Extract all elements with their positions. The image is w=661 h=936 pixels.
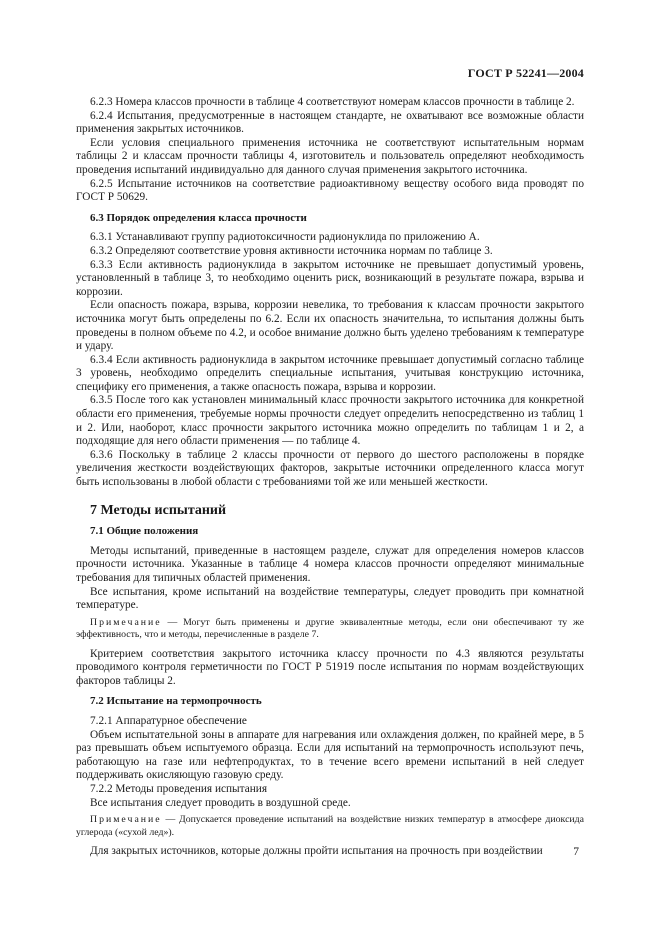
note-2-text: — Допускается проведение испытаний на воздействие низких температур в атмосфере диоксида углерода («сухой лед»). xyxy=(76,814,584,838)
paragraph-7-2-1-cont: Объем испытательной зоны в аппарате для нагревания или охлаждения должен, по крайней мере, в 5 раз превышать объем испытуемого образца. Если для испытаний на термопрочность используют печь, работающую на газе или нефтепродуктах, то в течение всего времени испытаний в ней следует поддерживать окисляющую газовую среду. xyxy=(76,728,584,782)
heading-6-3: 6.3 Порядок определения класса прочности xyxy=(90,211,307,224)
paragraph-6-3-3: 6.3.3 Если активность радионуклида в закрытом источнике не превышает допустимый уровень, установленный в таблице 3, то необходимо оценить риск, возникающий в результате пожара, взрыва и коррозии. xyxy=(76,258,584,298)
paragraph-6-3-5: 6.3.5 После того как установлен минимальный класс прочности закрытого источника для конкретной области его применения, требуемые нормы прочности следует определить непосредственно из таблиц 1 и 2. Или, наоборот, класс прочности закрытого источника можно определить по таблицам 1 и 2, а подходящие для него области применения — по таблице 4. xyxy=(76,394,584,448)
document-code-header: ГОСТ Р 52241—2004 xyxy=(467,66,584,80)
note-2 xyxy=(76,814,584,839)
paragraph-6-3-6: 6.3.6 Поскольку в таблице 2 классы прочности от первого до шестого расположены в порядке увеличения жесткости воздействующих факторов, закрытые источники определенного класса могут быть использованы в любой области с требованиями той же или меньшей жесткости. xyxy=(76,448,584,489)
paragraph-6-3-2: 6.3.2 Определяют соответствие уровня активности источника нормам по таблице 3. xyxy=(90,244,493,257)
note-1-label: Примечание xyxy=(90,616,162,628)
paragraph-7-1-a: Методы испытаний, приведенные в настоящем разделе, служат для определения номеров классов прочности источника. Указанные в таблице 4 номера классов прочности определяют минимальные требования для типичных областей применения. xyxy=(76,544,584,584)
note-2-label: Примечание xyxy=(90,814,162,826)
paragraph-7-2-1: 7.2.1 Аппаратурное обеспечение xyxy=(90,714,247,727)
paragraph-6-2-4: 6.2.4 Испытания, предусмотренные в настоящем стандарте, не охватывают все возможные области применения закрытых источников. xyxy=(76,109,584,136)
note-1 xyxy=(76,617,584,642)
paragraph-6-3-4: 6.3.4 Если активность радионуклида в закрытом источнике превышает допустимый согласно таблице 3 уровень, необходимо определить специальные испытания, учитывая конструкцию источника, специфику его применения, а также опасность пожара, взрыва и коррозии. xyxy=(76,353,584,393)
page-number: 7 xyxy=(573,846,579,858)
note-1-text: — Могут быть применены и другие эквивалентные методы, если они обеспечивают ту же эффективность, что и методы, перечисленные в разделе 7. xyxy=(76,616,584,641)
paragraph-7-2-2-cont: Все испытания следует проводить в воздушной среде. xyxy=(90,796,351,809)
paragraph-6-3-1: 6.3.1 Устанавливают группу радиотоксичности радионуклида по приложению А. xyxy=(90,231,480,244)
heading-7-1: 7.1 Общие положения xyxy=(90,525,199,538)
heading-7-2: 7.2 Испытание на термопрочность xyxy=(90,695,262,708)
paragraph-6-2-4-cont: Если условия специального применения источника не соответствуют испытательным нормам таблицы 2 и классам прочности таблицы 4, изготовитель и пользователь определяют необходимость проведения испытаний индивидуально для данного случая применения закрытого источника. xyxy=(76,136,584,176)
page-body xyxy=(76,96,584,859)
paragraph-7-2-2: 7.2.2 Методы проведения испытания xyxy=(90,782,268,795)
paragraph-7-2-2-last: Для закрытых источников, которые должны пройти испытания на прочность при воздействии xyxy=(90,844,543,857)
paragraph-6-2-3: 6.2.3 Номера классов прочности в таблице 4 соответствуют номерам классов прочности в таблице 2. xyxy=(90,96,575,108)
paragraph-7-1-b: Все испытания, кроме испытаний на воздействие температуры, следует проводить при комнатной температуре. xyxy=(76,585,584,612)
heading-section-7: 7 Методы испытаний xyxy=(90,502,227,518)
paragraph-7-1-c: Критерием соответствия закрытого источника классу прочности по 4.3 являются результаты проводимого контроля герметичности по ГОСТ Р 51919 после испытания по нормам воздействующих факторов таблицы 2. xyxy=(76,647,584,687)
paragraph-6-2-5: 6.2.5 Испытание источников на соответствие радиоактивному веществу особого вида проводят по ГОСТ Р 50629. xyxy=(76,177,584,204)
paragraph-6-3-3-cont: Если опасность пожара, взрыва, коррозии невелика, то требования к классам прочности закрытого источника могут быть определены по 6.2. Если их опасность значительна, то испытания должны быть проведены в полном объеме по 4.2, и особое внимание должно быть уделено требованиям к температуре и удару. xyxy=(76,299,584,353)
